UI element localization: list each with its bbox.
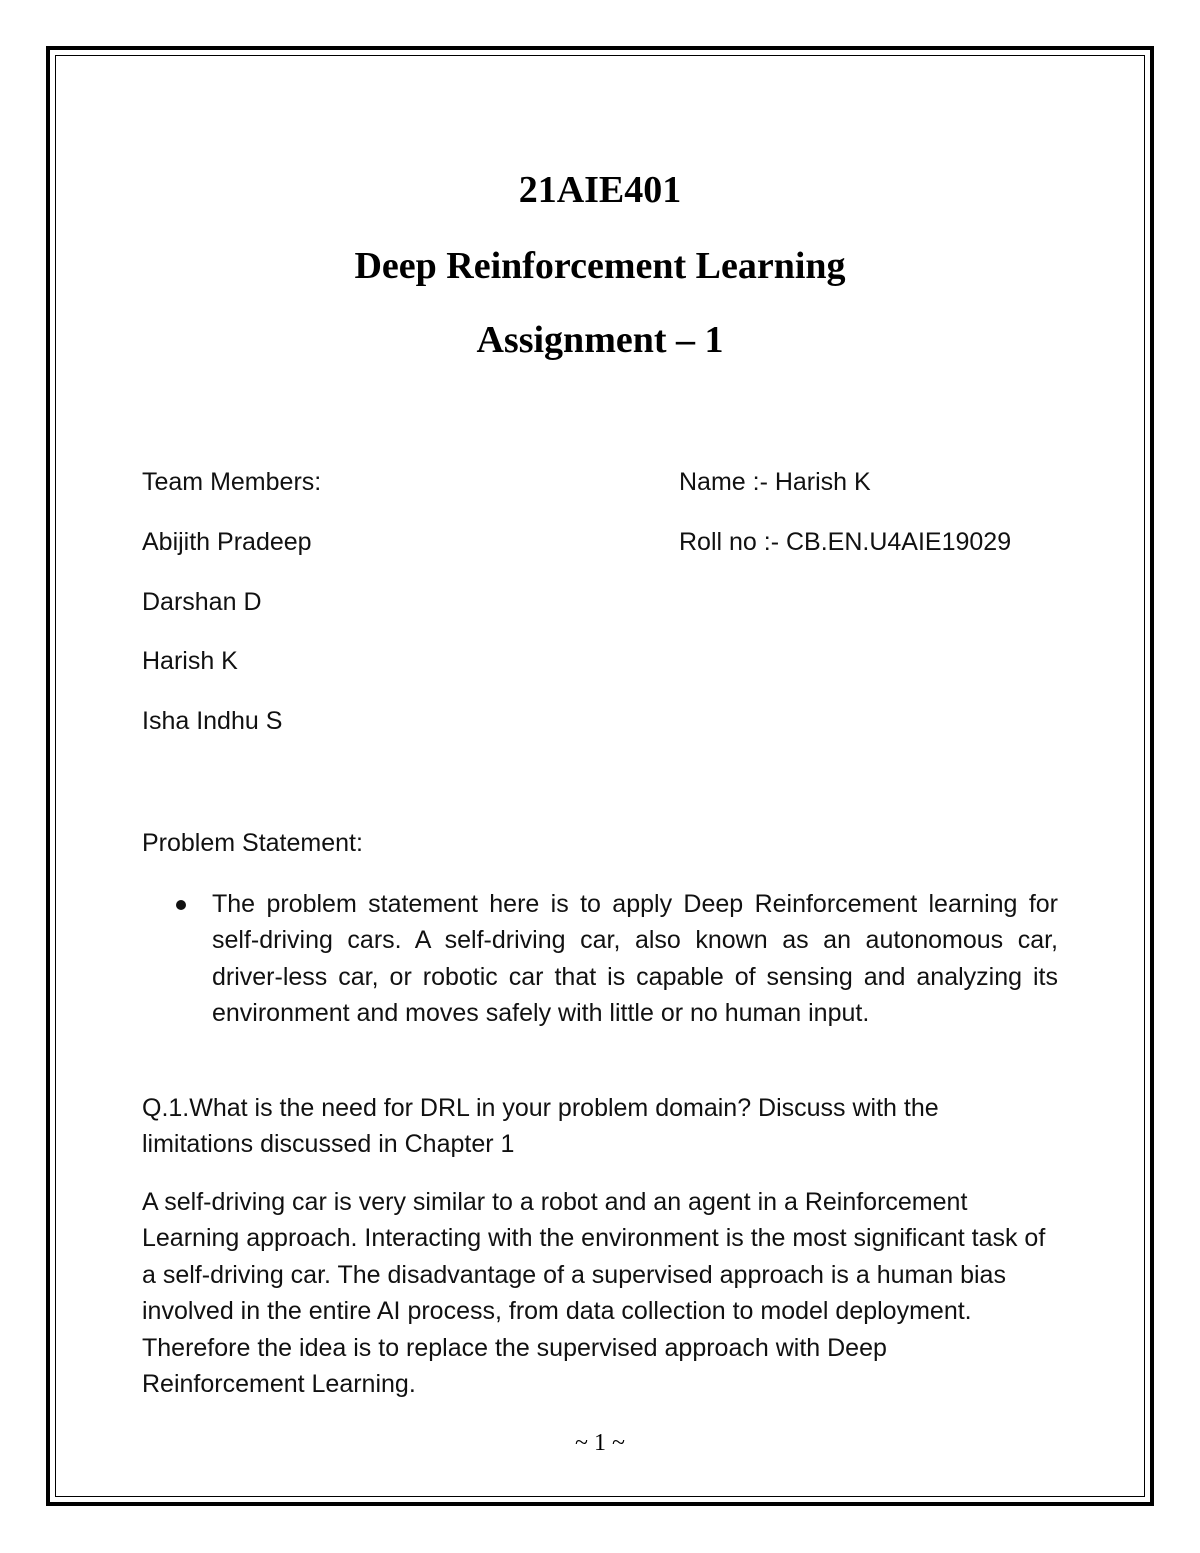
problem-statement-text: The problem statement here is to apply Deep Reinforcement learning for self-driving cars. A self-driving car, also known as an autonomous car, driver-less car, or robotic car that is capable of sensing and analyzing its environment and moves safely with little or no human input. (212, 890, 1058, 1028)
team-member-2: Darshan D (142, 588, 262, 616)
bullet-dot-icon (176, 900, 186, 910)
question-1: Q.1.What is the need for DRL in your problem domain? Discuss with the limitations discussed in Chapter 1 (142, 1094, 939, 1159)
problem-statement-heading: Problem Statement: (142, 829, 363, 857)
assignment-title: Assignment – 1 (476, 319, 724, 361)
answer-1: A self-driving car is very similar to a robot and an agent in a Reinforcement Learning approach. Interacting with the environment is the most significant task of a self-driving car. The disadvantage of a supervised approach is a human bias involved in the entire AI process, from data collection to model deployment. Therefore the idea is to replace the supervised approach with Deep Reinforcement Learning. (142, 1188, 1046, 1399)
student-name: Name :- Harish K (679, 468, 871, 496)
course-code: 21AIE401 (518, 169, 682, 211)
course-name: Deep Reinforcement Learning (354, 245, 846, 287)
team-member-4: Isha Indhu S (142, 707, 283, 735)
team-members-heading: Team Members: (142, 468, 322, 496)
student-roll-number: Roll no :- CB.EN.U4AIE19029 (679, 528, 1012, 556)
page-number: ~ 1 ~ (575, 1430, 625, 1456)
team-member-3: Harish K (142, 647, 238, 675)
team-member-1: Abijith Pradeep (142, 528, 312, 556)
